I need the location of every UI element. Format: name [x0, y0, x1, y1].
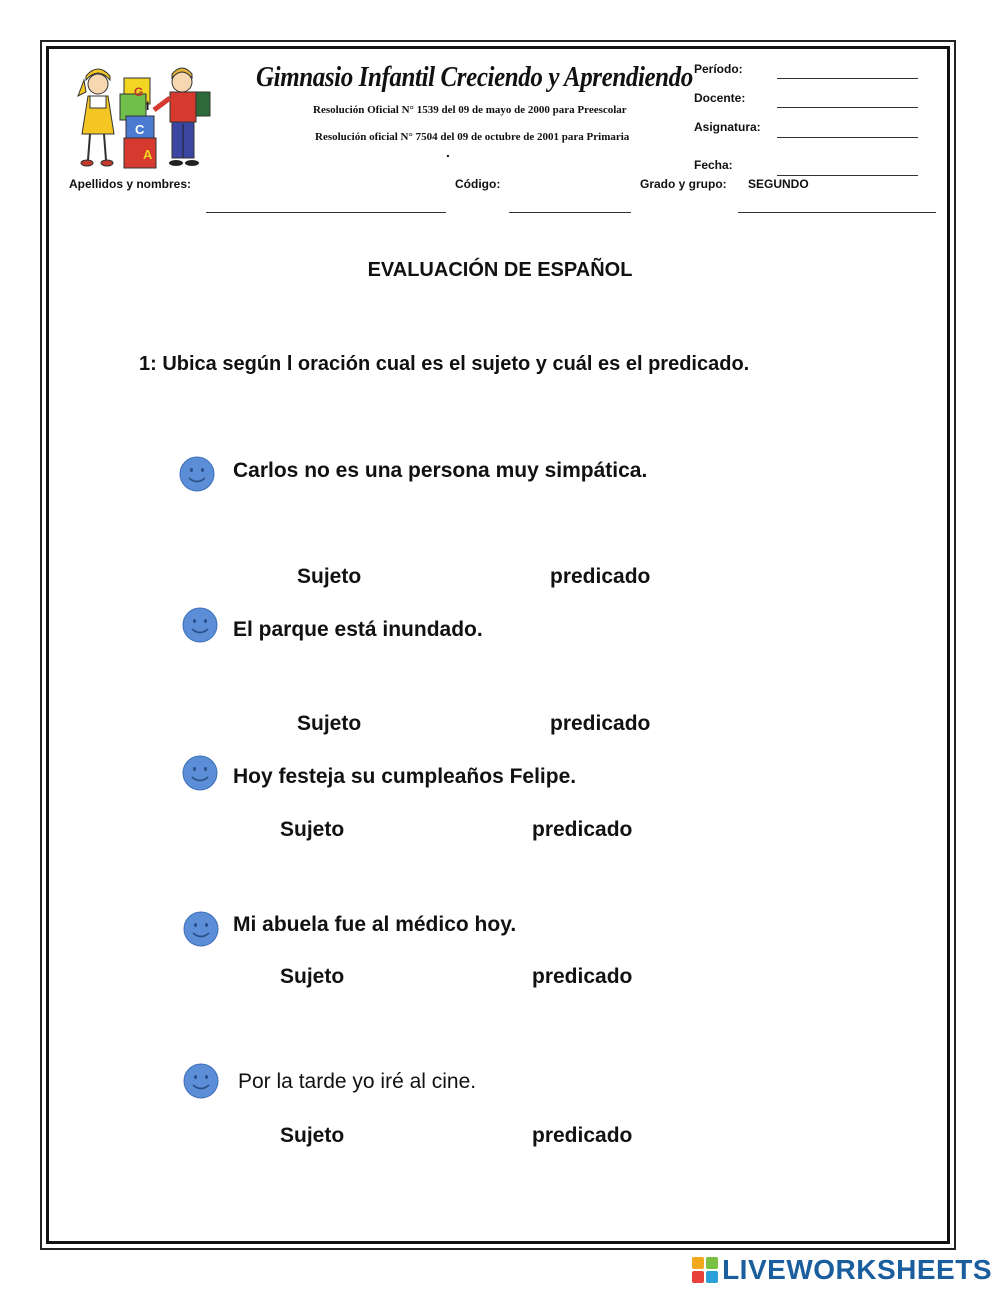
smiley-icon: [182, 607, 218, 643]
school-logo-illustration: [76, 66, 220, 174]
grado-field[interactable]: [738, 212, 936, 213]
sujeto-option-5[interactable]: Sujeto: [280, 1124, 345, 1147]
periodo-field[interactable]: [777, 78, 918, 79]
smiley-icon: [183, 1063, 219, 1099]
brand-text: LIVEWORKSHEETS: [722, 1254, 992, 1285]
docente-label: Docente:: [694, 91, 746, 105]
sentence-4: Mi abuela fue al médico hoy.: [233, 913, 517, 936]
school-name: Gimnasio Infantil Creciendo y Aprendiendo: [256, 62, 693, 94]
grado-value: SEGUNDO: [748, 177, 809, 191]
predicado-option-2[interactable]: predicado: [550, 712, 651, 735]
codigo-field[interactable]: [509, 212, 631, 213]
sujeto-option-4[interactable]: Sujeto: [280, 965, 345, 988]
resolution-primaria: Resolución oficial N° 7504 del 09 de octubre de 2001 para Primaria: [315, 131, 630, 143]
fecha-field[interactable]: [777, 175, 918, 176]
predicado-option-4[interactable]: predicado: [532, 965, 633, 988]
sujeto-option-1[interactable]: Sujeto: [297, 565, 362, 588]
sujeto-option-2[interactable]: Sujeto: [297, 712, 362, 735]
predicado-option-5[interactable]: predicado: [532, 1124, 633, 1147]
smiley-icon: [183, 911, 219, 947]
logo-letter-i: I: [146, 99, 150, 113]
sentence-2: El parque está inundado.: [233, 618, 483, 641]
docente-field[interactable]: [777, 107, 918, 108]
fecha-label: Fecha:: [694, 158, 733, 172]
girl-figure: [78, 69, 114, 166]
header-dot: .: [446, 144, 450, 160]
codigo-label: Código:: [455, 177, 501, 191]
letter-blocks: [120, 78, 156, 168]
asignatura-label: Asignatura:: [694, 120, 761, 134]
smiley-icon: [179, 456, 215, 492]
logo-letter-c: C: [135, 122, 145, 137]
logo-letter-g: G: [134, 85, 144, 99]
boy-figure: [154, 68, 210, 166]
predicado-option-3[interactable]: predicado: [532, 818, 633, 841]
instruction: 1: Ubica según l oración cual es el sujeto y cuál es el predicado.: [139, 353, 750, 375]
sentence-1: Carlos no es una persona muy simpática.: [233, 459, 648, 482]
logo-letter-a: A: [143, 147, 153, 162]
page-title: EVALUACIÓN DE ESPAÑOL: [367, 259, 633, 281]
periodo-label: Período:: [694, 62, 743, 76]
resolution-preescolar: Resolución Oficial N° 1539 del 09 de mayo de 2000 para Preescolar: [313, 104, 627, 116]
liveworksheets-logo-icon: [692, 1257, 718, 1283]
apellidos-label: Apellidos y nombres:: [69, 177, 192, 191]
liveworksheets-brand: [692, 1254, 992, 1286]
asignatura-field[interactable]: [777, 137, 918, 138]
sentence-3: Hoy festeja su cumpleaños Felipe.: [233, 765, 577, 788]
predicado-option-1[interactable]: predicado: [550, 565, 651, 588]
sujeto-option-3[interactable]: Sujeto: [280, 818, 345, 841]
smiley-icon: [182, 755, 218, 791]
apellidos-field[interactable]: [206, 212, 446, 213]
sentence-5: Por la tarde yo iré al cine.: [238, 1070, 477, 1093]
grado-label: Grado y grupo:: [640, 177, 727, 191]
page-border-inner: [46, 46, 950, 1244]
